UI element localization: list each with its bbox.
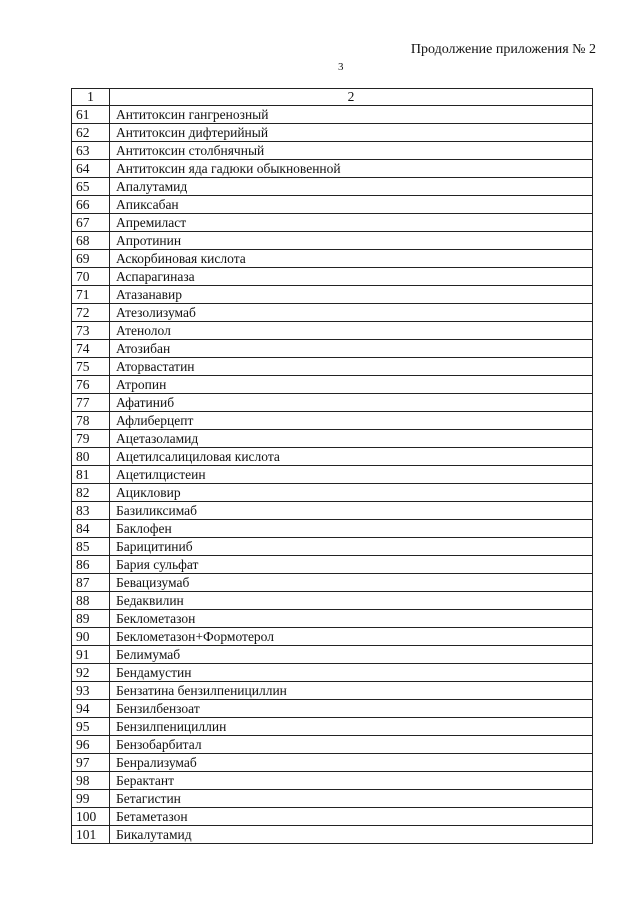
table-row: [72, 268, 593, 286]
drug-name: Афлиберцепт: [110, 412, 593, 430]
drug-name: Аскорбиновая кислота: [110, 250, 593, 268]
row-number: 68: [72, 232, 110, 250]
drug-name: Бетагистин: [110, 790, 593, 808]
table-row: [72, 376, 593, 394]
drug-name: Бария сульфат: [110, 556, 593, 574]
drug-name: Антитоксин гангренозный: [110, 106, 593, 124]
drug-name: Атозибан: [110, 340, 593, 358]
table-row: [72, 214, 593, 232]
drug-name: Бедаквилин: [110, 592, 593, 610]
row-number: 86: [72, 556, 110, 574]
row-number: 78: [72, 412, 110, 430]
drug-name: Апремиласт: [110, 214, 593, 232]
table-row: [72, 700, 593, 718]
table-row: [72, 394, 593, 412]
table-row: [72, 340, 593, 358]
drug-name: Беклометазон+Формотерол: [110, 628, 593, 646]
drug-name: Атазанавир: [110, 286, 593, 304]
table-row: [72, 142, 593, 160]
table-row: [72, 574, 593, 592]
row-number: 82: [72, 484, 110, 502]
row-number: 66: [72, 196, 110, 214]
row-number: 97: [72, 754, 110, 772]
table-row: [72, 466, 593, 484]
table-row: [72, 304, 593, 322]
row-number: 93: [72, 682, 110, 700]
row-number: 85: [72, 538, 110, 556]
row-number: 101: [72, 826, 110, 844]
table-row: [72, 718, 593, 736]
drug-name: Ацикловир: [110, 484, 593, 502]
row-number: 83: [72, 502, 110, 520]
row-number: 79: [72, 430, 110, 448]
row-number: 98: [72, 772, 110, 790]
table-row: [72, 664, 593, 682]
drug-name: Бикалутамид: [110, 826, 593, 844]
drug-name: Атезолизумаб: [110, 304, 593, 322]
drug-name: Апиксабан: [110, 196, 593, 214]
table-row: [72, 250, 593, 268]
row-number: 61: [72, 106, 110, 124]
table-row: [72, 232, 593, 250]
row-number: 70: [72, 268, 110, 286]
drug-name: Баклофен: [110, 520, 593, 538]
table-row: [72, 628, 593, 646]
drug-name: Апротинин: [110, 232, 593, 250]
table-row: [72, 322, 593, 340]
drug-name: Антитоксин яда гадюки обыкновенной: [110, 160, 593, 178]
drug-name: Бендамустин: [110, 664, 593, 682]
table-row: [72, 124, 593, 142]
table-row: [72, 196, 593, 214]
drug-name: Ацетилцистеин: [110, 466, 593, 484]
column-header-name: 2: [110, 89, 593, 106]
drug-name: Атропин: [110, 376, 593, 394]
drug-name: Белимумаб: [110, 646, 593, 664]
table-row: [72, 592, 593, 610]
drug-name: Антитоксин дифтерийный: [110, 124, 593, 142]
row-number: 87: [72, 574, 110, 592]
drug-name: Аторвастатин: [110, 358, 593, 376]
appendix-continuation-title: Продолжение приложения № 2: [410, 42, 596, 57]
table-row: [72, 772, 593, 790]
row-number: 89: [72, 610, 110, 628]
drug-name: Беклометазон: [110, 610, 593, 628]
table-row: [72, 682, 593, 700]
row-number: 77: [72, 394, 110, 412]
table-row: [72, 808, 593, 826]
row-number: 67: [72, 214, 110, 232]
row-number: 84: [72, 520, 110, 538]
row-number: 74: [72, 340, 110, 358]
drug-name: Антитоксин столбнячный: [110, 142, 593, 160]
drug-name: Бенрализумаб: [110, 754, 593, 772]
table-row: [72, 736, 593, 754]
table-row: [72, 106, 593, 124]
drug-name: Бевацизумаб: [110, 574, 593, 592]
row-number: 80: [72, 448, 110, 466]
drug-name: Базиликсимаб: [110, 502, 593, 520]
row-number: 81: [72, 466, 110, 484]
table-row: [72, 448, 593, 466]
drug-list-table: [71, 88, 593, 844]
row-number: 64: [72, 160, 110, 178]
drug-name: Апалутамид: [110, 178, 593, 196]
row-number: 100: [72, 808, 110, 826]
table-row: [72, 358, 593, 376]
row-number: 63: [72, 142, 110, 160]
table-row: [72, 484, 593, 502]
table-row: [72, 646, 593, 664]
table-row: [72, 538, 593, 556]
drug-name: Ацетилсалициловая кислота: [110, 448, 593, 466]
drug-name: Бензилбензоат: [110, 700, 593, 718]
row-number: 72: [72, 304, 110, 322]
table-row: [72, 610, 593, 628]
table-row: [72, 826, 593, 844]
row-number: 65: [72, 178, 110, 196]
row-number: 69: [72, 250, 110, 268]
table-row: [72, 286, 593, 304]
row-number: 73: [72, 322, 110, 340]
table-header-row: [72, 89, 593, 106]
row-number: 62: [72, 124, 110, 142]
table-row: [72, 412, 593, 430]
row-number: 95: [72, 718, 110, 736]
drug-name: Бензатина бензилпенициллин: [110, 682, 593, 700]
table-body: [72, 106, 593, 844]
page-number: 3: [338, 61, 344, 73]
row-number: 90: [72, 628, 110, 646]
drug-name: Атенолол: [110, 322, 593, 340]
row-number: 94: [72, 700, 110, 718]
table-row: [72, 178, 593, 196]
drug-name: Ацетазоламид: [110, 430, 593, 448]
drug-name: Аспарагиназа: [110, 268, 593, 286]
drug-name: Афатиниб: [110, 394, 593, 412]
drug-name: Берактант: [110, 772, 593, 790]
drug-name: Бензилпенициллин: [110, 718, 593, 736]
drug-name: Бетаметазон: [110, 808, 593, 826]
drug-name: Барицитиниб: [110, 538, 593, 556]
row-number: 76: [72, 376, 110, 394]
row-number: 71: [72, 286, 110, 304]
table-row: [72, 502, 593, 520]
drug-name: Бензобарбитал: [110, 736, 593, 754]
row-number: 88: [72, 592, 110, 610]
table-row: [72, 520, 593, 538]
row-number: 92: [72, 664, 110, 682]
row-number: 75: [72, 358, 110, 376]
row-number: 96: [72, 736, 110, 754]
table-row: [72, 754, 593, 772]
table-row: [72, 556, 593, 574]
table-row: [72, 430, 593, 448]
row-number: 91: [72, 646, 110, 664]
table-row: [72, 790, 593, 808]
table-row: [72, 160, 593, 178]
column-header-number: 1: [72, 89, 110, 106]
row-number: 99: [72, 790, 110, 808]
